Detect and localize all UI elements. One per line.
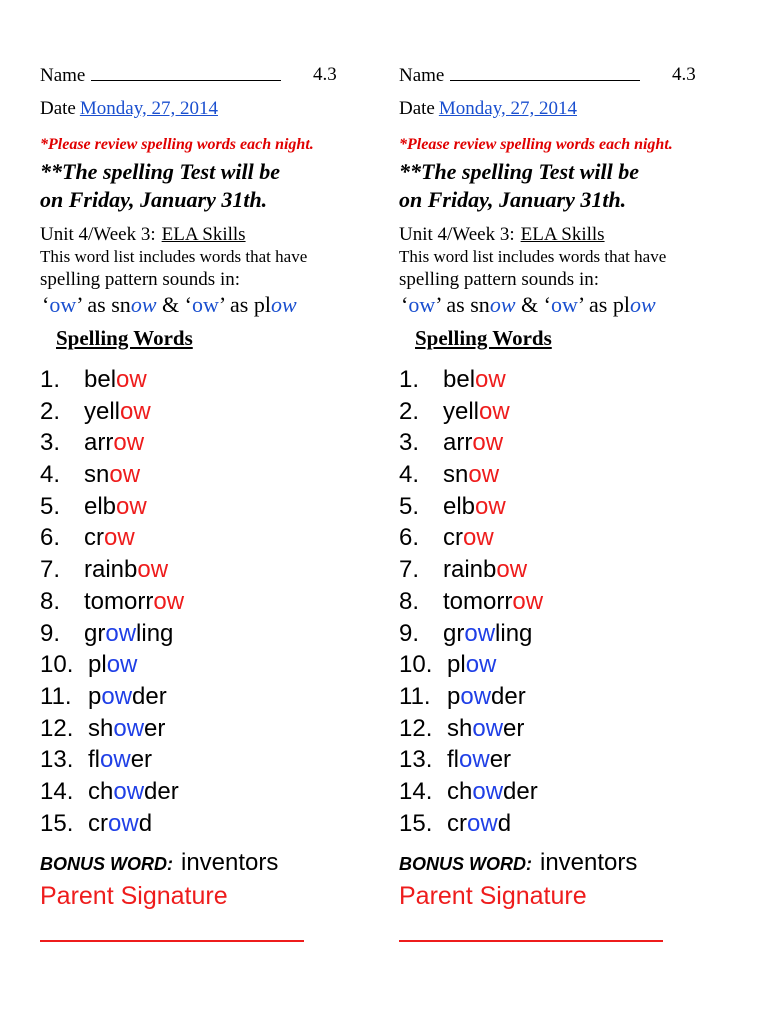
word-prefix: ch — [447, 777, 473, 805]
name-blank — [450, 64, 640, 81]
sound-pattern-line — [401, 292, 656, 318]
word-item — [40, 649, 184, 681]
word-number: 14. — [399, 777, 433, 805]
word-prefix: pl — [447, 651, 466, 679]
date-value-link[interactable]: Monday, 27, 2014 — [438, 98, 577, 119]
bonus-label: BONUS WORD: — [40, 854, 173, 874]
unit-label: Unit 4/Week 3: — [399, 224, 515, 245]
word-number: 12. — [399, 714, 433, 742]
word-number: 10. — [399, 651, 433, 679]
word-prefix: sn — [443, 461, 469, 489]
bonus-label: BONUS WORD: — [399, 854, 532, 874]
word-prefix: ch — [88, 777, 114, 805]
snow-ow: ow — [130, 292, 157, 317]
date-row — [40, 98, 218, 120]
word-suffix: er — [144, 714, 166, 742]
unit-skill: ELA Skills — [161, 224, 246, 245]
word-suffix: er — [503, 714, 525, 742]
word-ow: ow — [113, 429, 145, 457]
name-label: Name — [40, 65, 86, 86]
word-suffix: der — [132, 682, 167, 710]
word-ow: ow — [464, 619, 496, 647]
word-item — [40, 713, 184, 745]
test-notice-line-1: **The spelling Test will be — [40, 159, 280, 184]
word-item — [399, 808, 543, 840]
plow-ow: ow — [629, 292, 656, 317]
handout-copy-left — [40, 0, 370, 1024]
word-ow: ow — [116, 366, 147, 393]
word-number: 8. — [40, 587, 61, 615]
spelling-word-list — [40, 364, 184, 839]
word-ow: ow — [137, 556, 169, 584]
spelling-words-heading: Spelling Words — [56, 326, 193, 350]
word-prefix: cr — [443, 524, 463, 552]
word-item — [399, 618, 543, 650]
signature-line — [399, 940, 663, 942]
word-item — [399, 459, 543, 491]
date-row — [399, 98, 577, 120]
word-item — [399, 364, 543, 396]
pattern-note: spelling pattern sounds in: — [399, 269, 600, 290]
word-item — [399, 491, 543, 523]
word-item — [40, 396, 184, 428]
word-item — [399, 713, 543, 745]
word-item — [399, 396, 543, 428]
word-number: 7. — [40, 556, 61, 584]
ampersand-text: & ‘ — [515, 292, 551, 317]
word-prefix: arr — [84, 429, 114, 457]
word-number: 13. — [399, 746, 433, 774]
snow-ow: ow — [489, 292, 516, 317]
word-ow: ow — [475, 366, 506, 393]
word-item — [399, 776, 543, 808]
word-item — [40, 364, 184, 396]
word-prefix: tomorr — [84, 587, 154, 615]
word-suffix: d — [138, 809, 153, 837]
word-suffix: er — [130, 746, 153, 774]
word-item — [40, 808, 184, 840]
word-number: 12. — [40, 714, 74, 742]
word-prefix: fl — [88, 746, 100, 774]
word-ow: ow — [113, 714, 145, 742]
word-ow: ow — [106, 651, 138, 679]
word-ow: ow — [475, 492, 506, 520]
word-item — [399, 586, 543, 618]
word-prefix: p — [88, 682, 102, 710]
test-notice-line-1: **The spelling Test will be — [399, 159, 639, 184]
word-number: 9. — [399, 619, 420, 647]
word-prefix: elb — [84, 492, 117, 520]
review-note: *Please review spelling words each night. — [40, 136, 314, 153]
word-item — [399, 522, 543, 554]
word-prefix: yell — [84, 397, 121, 425]
word-prefix: rainb — [84, 556, 138, 584]
word-ow: ow — [101, 682, 133, 710]
word-ow: ow — [113, 777, 145, 805]
word-ow: ow — [459, 746, 490, 774]
word-number: 5. — [399, 492, 420, 520]
name-row — [40, 64, 281, 87]
word-item — [399, 427, 543, 459]
word-ow: ow — [463, 524, 494, 552]
word-prefix: rainb — [443, 556, 497, 584]
word-ow: ow — [108, 809, 139, 837]
word-item — [40, 427, 184, 459]
word-ow: ow — [460, 682, 492, 710]
word-ow: ow — [479, 397, 510, 425]
word-ow: ow — [472, 429, 504, 457]
word-item — [40, 776, 184, 808]
ow-pattern-1: ow — [408, 292, 436, 317]
test-notice-line-2: on Friday, January 31th. — [399, 187, 627, 212]
spelling-words-heading: Spelling Words — [415, 326, 552, 350]
word-number: 9. — [40, 619, 61, 647]
unit-row — [40, 224, 246, 246]
word-number: 6. — [40, 524, 61, 552]
word-number: 5. — [40, 492, 61, 520]
ow-pattern-1: ow — [49, 292, 77, 317]
unit-row — [399, 224, 605, 246]
word-number: 4. — [399, 461, 420, 489]
parent-signature-label: Parent Signature — [40, 882, 228, 910]
word-ow: ow — [153, 587, 185, 615]
wordlist-note: This word list includes words that have — [40, 247, 308, 266]
as-plow-text: ’ as pl — [577, 292, 630, 317]
grade-number: 4.3 — [313, 64, 337, 85]
word-ow: ow — [472, 777, 504, 805]
unit-skill: ELA Skills — [520, 224, 605, 245]
word-number: 14. — [40, 777, 74, 805]
word-number: 1. — [399, 366, 420, 393]
word-prefix: fl — [447, 746, 459, 774]
word-suffix: er — [489, 746, 512, 774]
word-prefix: bel — [84, 366, 117, 393]
word-suffix: der — [503, 777, 538, 805]
word-ow: ow — [468, 461, 500, 489]
sound-pattern-line — [42, 292, 297, 318]
word-item — [40, 744, 184, 776]
word-prefix: cr — [88, 809, 108, 837]
word-ow: ow — [465, 651, 497, 679]
signature-line — [40, 940, 304, 942]
word-item — [40, 522, 184, 554]
word-prefix: elb — [443, 492, 476, 520]
word-ow: ow — [100, 746, 131, 774]
word-number: 2. — [399, 397, 420, 425]
as-plow-text: ’ as pl — [218, 292, 271, 317]
word-suffix: ling — [136, 619, 174, 647]
word-suffix: d — [497, 809, 512, 837]
word-prefix: cr — [447, 809, 467, 837]
word-number: 15. — [399, 809, 433, 837]
grade-number: 4.3 — [672, 64, 696, 85]
word-ow: ow — [105, 619, 137, 647]
word-item — [40, 618, 184, 650]
bonus-row — [399, 849, 637, 877]
review-note: *Please review spelling words each night. — [399, 136, 673, 153]
word-prefix: tomorr — [443, 587, 513, 615]
quote-open: ‘ — [401, 292, 409, 317]
name-label: Name — [399, 65, 445, 86]
pattern-note: spelling pattern sounds in: — [40, 269, 241, 290]
word-number: 13. — [40, 746, 74, 774]
word-item — [40, 491, 184, 523]
word-number: 2. — [40, 397, 61, 425]
word-prefix: pl — [88, 651, 107, 679]
handout-copy-right — [399, 0, 729, 1024]
word-prefix: p — [447, 682, 461, 710]
word-item — [40, 459, 184, 491]
word-prefix: gr — [84, 619, 106, 647]
word-suffix: der — [144, 777, 179, 805]
word-ow: ow — [472, 714, 504, 742]
word-item — [399, 744, 543, 776]
wordlist-note: This word list includes words that have — [399, 247, 667, 266]
quote-open: ‘ — [42, 292, 50, 317]
date-label: Date — [40, 98, 76, 119]
word-prefix: arr — [443, 429, 473, 457]
test-notice-line-2: on Friday, January 31th. — [40, 187, 268, 212]
word-item — [40, 554, 184, 586]
word-item — [40, 586, 184, 618]
word-ow: ow — [467, 809, 498, 837]
word-ow: ow — [109, 461, 141, 489]
parent-signature-label: Parent Signature — [399, 882, 587, 910]
word-suffix: ling — [495, 619, 533, 647]
name-row — [399, 64, 640, 87]
word-suffix: der — [491, 682, 526, 710]
word-prefix: yell — [443, 397, 480, 425]
word-ow: ow — [120, 397, 151, 425]
word-number: 3. — [399, 429, 420, 457]
word-item — [399, 554, 543, 586]
bonus-word: inventors — [181, 849, 279, 876]
word-prefix: gr — [443, 619, 465, 647]
ow-pattern-2: ow — [550, 292, 578, 317]
ampersand-text: & ‘ — [156, 292, 192, 317]
word-prefix: bel — [443, 366, 476, 393]
unit-label: Unit 4/Week 3: — [40, 224, 156, 245]
word-number: 11. — [399, 682, 431, 710]
word-prefix: sn — [84, 461, 110, 489]
name-blank — [91, 64, 281, 81]
word-ow: ow — [512, 587, 544, 615]
as-snow-text: ’ as sn — [435, 292, 490, 317]
word-number: 6. — [399, 524, 420, 552]
bonus-word: inventors — [540, 849, 638, 876]
word-number: 8. — [399, 587, 420, 615]
word-prefix: sh — [447, 714, 473, 742]
word-number: 10. — [40, 651, 74, 679]
word-ow: ow — [496, 556, 528, 584]
word-prefix: sh — [88, 714, 114, 742]
word-prefix: cr — [84, 524, 104, 552]
ow-pattern-2: ow — [191, 292, 219, 317]
word-number: 15. — [40, 809, 74, 837]
date-value-link[interactable]: Monday, 27, 2014 — [79, 98, 218, 119]
word-number: 4. — [40, 461, 61, 489]
date-label: Date — [399, 98, 435, 119]
as-snow-text: ’ as sn — [76, 292, 131, 317]
word-number: 1. — [40, 366, 61, 393]
word-ow: ow — [104, 524, 135, 552]
bonus-row — [40, 849, 278, 877]
word-number: 7. — [399, 556, 420, 584]
word-item — [399, 681, 543, 713]
plow-ow: ow — [270, 292, 297, 317]
word-number: 3. — [40, 429, 61, 457]
spelling-word-list — [399, 364, 543, 839]
word-number: 11. — [40, 682, 72, 710]
word-item — [40, 681, 184, 713]
word-ow: ow — [116, 492, 147, 520]
word-item — [399, 649, 543, 681]
